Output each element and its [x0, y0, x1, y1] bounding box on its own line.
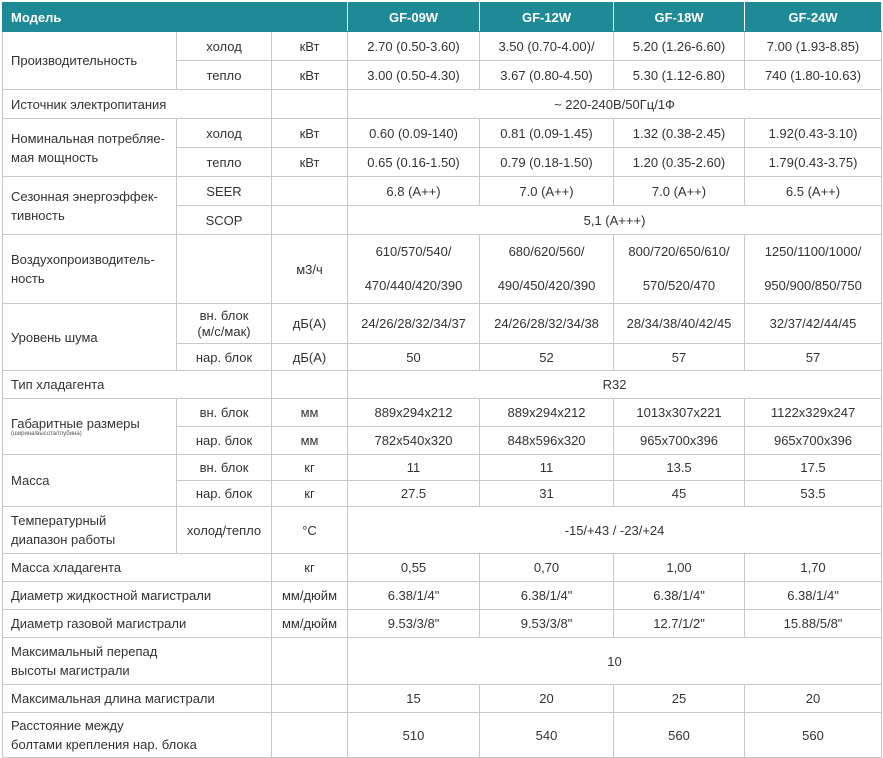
unit-cell	[272, 685, 348, 713]
unit-cell	[272, 371, 348, 399]
mode-cell: холод/тепло	[177, 507, 272, 554]
row-label: Источник электропитания	[3, 90, 272, 119]
table-row	[3, 399, 882, 427]
model-col: GF-09W	[348, 3, 480, 32]
value-line: 470/440/420/390	[364, 278, 463, 293]
value-cell: 6.38/1/4"	[745, 582, 882, 610]
table-row	[3, 554, 882, 582]
value-cell: 13.5	[614, 455, 745, 481]
value-cell	[348, 235, 480, 304]
unit-cell	[272, 206, 348, 235]
value-cell: 965x700x396	[745, 427, 882, 455]
value-line: 490/450/420/390	[497, 278, 596, 293]
value-cell: -15/+43 / -23/+24	[348, 507, 882, 554]
row-label-line: Температурный	[11, 513, 107, 528]
row-label: Масса	[3, 455, 177, 507]
value-cell: R32	[348, 371, 882, 399]
row-label-line: Максимальный перепад	[11, 644, 158, 659]
unit-cell: кг	[272, 481, 348, 507]
value-cell: 1.79(0.43-3.75)	[745, 148, 882, 177]
mode-cell: SEER	[177, 177, 272, 206]
value-cell: 3.50 (0.70-4.00)/	[480, 32, 614, 61]
value-cell: 2.70 (0.50-3.60)	[348, 32, 480, 61]
table-row	[3, 507, 882, 554]
value-cell: 27.5	[348, 481, 480, 507]
row-label-line: мая мощность	[11, 149, 99, 165]
row-label	[3, 638, 272, 685]
table-row	[3, 610, 882, 638]
mode-cell: тепло	[177, 61, 272, 90]
row-label-line: тивность	[11, 207, 65, 223]
value-cell: 25	[614, 685, 745, 713]
value-cell: 5.30 (1.12-6.80)	[614, 61, 745, 90]
value-cell: 11	[480, 455, 614, 481]
value-cell: 52	[480, 344, 614, 371]
row-label	[3, 235, 177, 304]
value-cell: 15	[348, 685, 480, 713]
value-cell	[480, 235, 614, 304]
unit-cell	[272, 638, 348, 685]
value-cell: 20	[480, 685, 614, 713]
value-cell: 57	[614, 344, 745, 371]
value-line: 680/620/560/	[508, 244, 585, 259]
unit-cell: кВт	[272, 148, 348, 177]
unit-cell: кВт	[272, 32, 348, 61]
row-label: Диаметр газовой магистрали	[3, 610, 272, 638]
unit-cell: дБ(А)	[272, 304, 348, 344]
model-header: Модель	[3, 3, 348, 32]
mode-line: (м/с/мак)	[197, 323, 251, 339]
mode-cell: вн. блок	[177, 455, 272, 481]
value-cell: 17.5	[745, 455, 882, 481]
unit-cell: м3/ч	[272, 235, 348, 304]
value-cell: 6.38/1/4"	[348, 582, 480, 610]
table-row	[3, 685, 882, 713]
value-cell: 7.0 (A++)	[614, 177, 745, 206]
value-cell: 57	[745, 344, 882, 371]
value-cell: 0.81 (0.09-1.45)	[480, 119, 614, 148]
mode-cell: нар. блок	[177, 427, 272, 455]
unit-cell	[272, 177, 348, 206]
value-cell: 1122x329x247	[745, 399, 882, 427]
row-label: Максимальная длина магистрали	[3, 685, 272, 713]
mode-cell: SCOP	[177, 206, 272, 235]
value-cell: 53.5	[745, 481, 882, 507]
model-col: GF-18W	[614, 3, 745, 32]
value-cell: 6.38/1/4"	[480, 582, 614, 610]
unit-cell: дБ(А)	[272, 344, 348, 371]
row-label-line: Габаритные размеры	[11, 415, 140, 431]
mode-cell	[177, 304, 272, 344]
row-label-line: Расстояние между	[11, 718, 124, 733]
value-cell: 0.65 (0.16-1.50)	[348, 148, 480, 177]
value-cell: 5.20 (1.26-6.60)	[614, 32, 745, 61]
value-cell: 9.53/3/8"	[480, 610, 614, 638]
value-cell: 12.7/1/2"	[614, 610, 745, 638]
value-cell: 7.0 (A++)	[480, 177, 614, 206]
value-cell: 45	[614, 481, 745, 507]
value-line: 800/720/650/610/	[628, 244, 730, 259]
row-label	[3, 177, 177, 235]
mode-cell: холод	[177, 32, 272, 61]
value-cell: 1.20 (0.35-2.60)	[614, 148, 745, 177]
value-cell: 848x596x320	[480, 427, 614, 455]
value-cell: 15.88/5/8"	[745, 610, 882, 638]
table-row	[3, 235, 882, 304]
value-cell: 560	[745, 713, 882, 758]
mode-cell: холод	[177, 119, 272, 148]
value-line: 1250/1100/1000/	[764, 244, 862, 259]
value-cell: 889x294x212	[348, 399, 480, 427]
unit-cell	[272, 713, 348, 758]
unit-cell: мм	[272, 427, 348, 455]
table-row	[3, 177, 882, 206]
row-label-line: Воздухопроизводитель-	[11, 252, 155, 267]
mode-line: вн. блок	[199, 307, 249, 323]
unit-cell: °C	[272, 507, 348, 554]
unit-cell: кг	[272, 455, 348, 481]
value-cell: 3.00 (0.50-4.30)	[348, 61, 480, 90]
value-cell: 6.5 (A++)	[745, 177, 882, 206]
row-label	[3, 507, 177, 554]
model-col: GF-24W	[745, 3, 882, 32]
mode-cell: нар. блок	[177, 481, 272, 507]
unit-cell: кВт	[272, 61, 348, 90]
value-cell: 889x294x212	[480, 399, 614, 427]
value-line: 570/520/470	[642, 278, 716, 293]
value-cell: 6.38/1/4"	[614, 582, 745, 610]
unit-cell: кг	[272, 554, 348, 582]
row-label: Тип хладагента	[3, 371, 272, 399]
value-cell: 6.8 (A++)	[348, 177, 480, 206]
value-cell: 1.92(0.43-3.10)	[745, 119, 882, 148]
unit-cell: мм/дюйм	[272, 582, 348, 610]
header-row	[3, 3, 882, 32]
row-label	[3, 119, 177, 177]
value-cell: 0.79 (0.18-1.50)	[480, 148, 614, 177]
value-cell: 510	[348, 713, 480, 758]
unit-cell: кВт	[272, 119, 348, 148]
value-cell: 11	[348, 455, 480, 481]
dims-note: (ширина/высота/глубина)	[11, 430, 82, 437]
model-col: GF-12W	[480, 3, 614, 32]
row-label: Диаметр жидкостной магистрали	[3, 582, 272, 610]
table-row	[3, 455, 882, 481]
value-cell: 7.00 (1.93-8.85)	[745, 32, 882, 61]
value-cell: 24/26/28/32/34/38	[480, 304, 614, 344]
row-label-line: ность	[11, 271, 45, 286]
table-row	[3, 713, 882, 758]
spec-table	[2, 2, 882, 758]
value-cell: 28/34/38/40/42/45	[614, 304, 745, 344]
value-cell: 5,1 (A+++)	[348, 206, 882, 235]
row-label-line: Сезонная энергоэффек-	[11, 188, 158, 204]
value-cell: 3.67 (0.80-4.50)	[480, 61, 614, 90]
row-label	[3, 713, 272, 758]
value-cell: 782x540x320	[348, 427, 480, 455]
row-label: Уровень шума	[3, 304, 177, 371]
value-cell: 24/26/28/32/34/37	[348, 304, 480, 344]
table-row	[3, 371, 882, 399]
value-cell: 1013x307x221	[614, 399, 745, 427]
value-cell: 20	[745, 685, 882, 713]
row-label-line: Номинальная потребляе-	[11, 130, 165, 146]
value-cell: 560	[614, 713, 745, 758]
value-cell: 740 (1.80-10.63)	[745, 61, 882, 90]
unit-cell: мм/дюйм	[272, 610, 348, 638]
value-cell: 0.60 (0.09-140)	[348, 119, 480, 148]
unit-cell	[272, 90, 348, 119]
mode-cell: тепло	[177, 148, 272, 177]
mode-cell	[177, 235, 272, 304]
value-cell: 9.53/3/8"	[348, 610, 480, 638]
value-cell: ~ 220-240В/50Гц/1Ф	[348, 90, 882, 119]
value-cell	[614, 235, 745, 304]
mode-cell: вн. блок	[177, 399, 272, 427]
table-row	[3, 32, 882, 61]
row-label	[3, 399, 177, 455]
value-cell: 1,70	[745, 554, 882, 582]
table-row	[3, 638, 882, 685]
value-cell: 50	[348, 344, 480, 371]
row-label-line: высоты магистрали	[11, 663, 130, 678]
unit-cell: мм	[272, 399, 348, 427]
value-line: 950/900/850/750	[764, 278, 862, 293]
value-cell: 965x700x396	[614, 427, 745, 455]
value-cell: 31	[480, 481, 614, 507]
row-label-line: болтами крепления нар. блока	[11, 737, 197, 752]
value-cell: 1,00	[614, 554, 745, 582]
value-cell: 32/37/42/44/45	[745, 304, 882, 344]
value-cell: 10	[348, 638, 882, 685]
value-cell	[745, 235, 882, 304]
value-cell: 0,70	[480, 554, 614, 582]
mode-cell: нар. блок	[177, 344, 272, 371]
row-label: Масса хладагента	[3, 554, 272, 582]
table-row	[3, 90, 882, 119]
value-line: 610/570/540/	[375, 244, 452, 259]
table-row	[3, 119, 882, 148]
value-cell: 1.32 (0.38-2.45)	[614, 119, 745, 148]
table-row	[3, 304, 882, 344]
value-cell: 0,55	[348, 554, 480, 582]
row-label-line: диапазон работы	[11, 532, 116, 547]
table-row	[3, 582, 882, 610]
value-cell: 540	[480, 713, 614, 758]
row-label: Производительность	[3, 32, 177, 90]
